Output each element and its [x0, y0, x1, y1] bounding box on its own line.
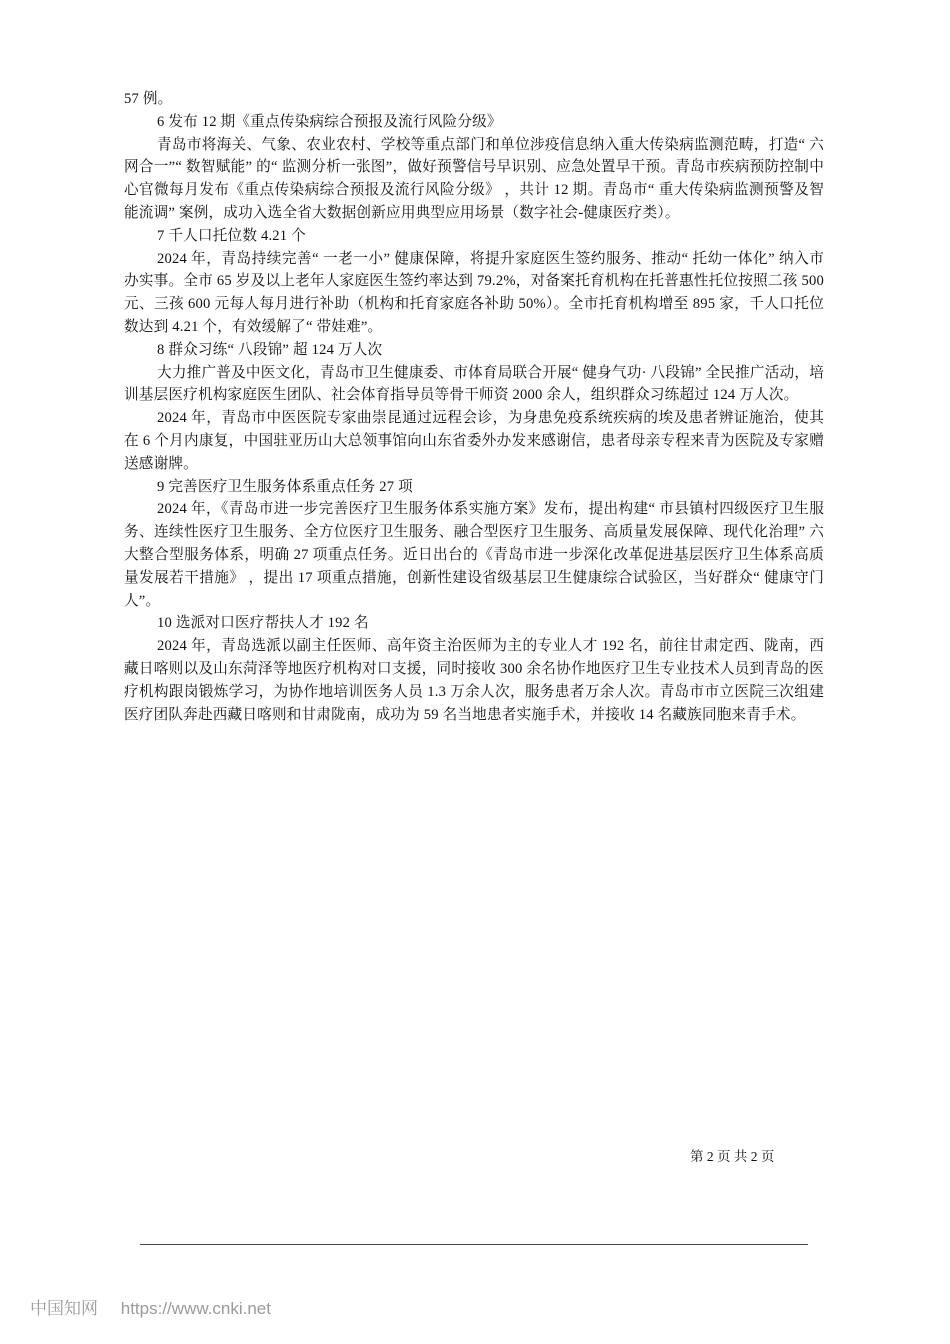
page-number: 第 2 页 共 2 页: [690, 1149, 775, 1164]
paragraph: 青岛市将海关、气象、农业农村、学校等重点部门和单位涉疫信息纳入重大传染病监测范畴，打造“ 六网合一”“ 数智赋能” 的“ 监测分析一张图”，做好预警信号早识别、应急处置早干预。青岛市疾病预防控制中心官微每月发布《重点传染病综合预报及流行风险分级》 ，共计 12 期。青岛市“ 重大传染病监测预警及智能流调” 案例，成功入选全省大数据创新应用典型应用场景（数字社会-健康医疗类）。: [124, 136, 824, 221]
document-body: [124, 88, 824, 726]
watermark-site-name: 中国知网: [30, 1299, 98, 1318]
paragraph: 2024 年，青岛市中医医院专家曲崇昆通过远程会诊，为身患免疫系统疾病的埃及患者辨证施治，使其在 6 个月内康复，中国驻亚历山大总领事馆向山东省委外办发来感谢信，患者母亲专程来青为医院及专家赠送感谢牌。: [124, 410, 824, 472]
paragraph: 2024 年，青岛选派以副主任医师、高年资主治医师为主的专业人才 192 名，前往甘肃定西、陇南，西藏日喀则以及山东菏泽等地医疗机构对口支援，同时接收 300 余名协作地医疗卫生专业技术人员到青岛的医疗机构跟岗锻炼学习，为协作地培训医务人员 1.3 万余人次，服务患者万余人次。青岛市市立医院三次组建医疗团队奔赴西藏日喀则和甘肃陇南，成功为 59 名当地患者实施手术，并接收 14 名藏族同胞来青手术。: [124, 638, 824, 723]
paragraph: 2024 年，《青岛市进一步完善医疗卫生服务体系实施方案》发布，提出构建“ 市县镇村四级医疗卫生服务、连续性医疗卫生服务、全方位医疗卫生服务、融合型医疗卫生服务、高质量发展保障、现代化治理” 六大整合型服务体系，明确 27 项重点任务。近日出台的《青岛市进一步深化改革促进基层医疗卫生体系高质量发展若干措施》 ，提出 17 项重点措施，创新性建设省级基层卫生健康综合试验区，当好群众“ 健康守门人”。: [124, 501, 824, 609]
paragraph: 大力推广普及中医文化，青岛市卫生健康委、市体育局联合开展“ 健身气功· 八段锦” 全民推广活动，培训基层医疗机构家庭医生团队、社会体育指导员等骨干师资 2000 余人，组织群众习练超过 124 万人次。: [124, 364, 824, 404]
paragraph: 2024 年，青岛持续完善“ 一老一小” 健康保障，将提升家庭医生签约服务、推动“ 托幼一体化” 纳入市办实事。全市 65 岁及以上老年人家庭医生签约率达到 79.2%，对备案托育机构在托普惠性托位按照二孩 500 元、三孩 600 元每人每月进行补助（机构和托育家庭各补助 50%）。全市托育机构增至 895 家，千人口托位数达到 4.21 个，有效缓解了“ 带娃难”。: [124, 250, 824, 335]
section-heading: 10 选派对口医疗帮扶人才 192 名: [157, 615, 369, 632]
section-heading: 9 完善医疗卫生服务体系重点任务 27 项: [157, 478, 413, 495]
section-heading: 6 发布 12 期《重点传染病综合预报及流行风险分级》: [157, 113, 502, 130]
paragraph: 57 例。: [124, 91, 173, 107]
watermark: [30, 1294, 271, 1319]
footer-divider: [140, 1244, 808, 1245]
section-heading: 7 千人口托位数 4.21 个: [157, 227, 306, 244]
watermark-url: https://www.cnki.net: [120, 1299, 271, 1318]
section-heading: 8 群众习练“ 八段锦” 超 124 万人次: [157, 341, 383, 358]
